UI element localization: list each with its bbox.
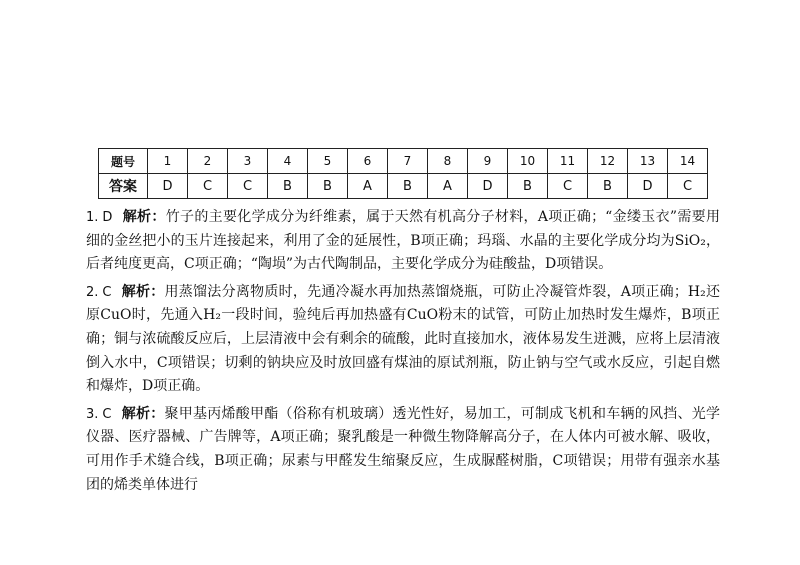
question-number-cell: 3 (228, 149, 268, 174)
answer-cell: C (228, 174, 268, 199)
analysis-label: 解析： (121, 405, 165, 422)
question-number-cell: 2 (188, 149, 228, 174)
question-number-cell: 7 (388, 149, 428, 174)
question-number-cell: 8 (428, 149, 468, 174)
question-number-cell: 6 (348, 149, 388, 174)
answer-table (98, 148, 708, 199)
analysis-label: 解析： (122, 209, 166, 225)
answer-cell: B (508, 174, 548, 199)
question-number-cell: 14 (668, 149, 708, 174)
answer-cell: C (668, 174, 708, 199)
answer-letter: C (102, 406, 112, 422)
answer-cell: B (268, 174, 308, 199)
answer-cell: C (548, 174, 588, 199)
question-number-cell: 10 (508, 149, 548, 174)
answer-letter: D (102, 210, 113, 225)
answer-cell: B (308, 174, 348, 199)
analysis-text: 用蒸馏法分离物质时，先通冷凝水再加热蒸馏烧瓶，可防止冷凝管炸裂，A项正确；H₂还原CuO时，先通入H₂一段时间，验纯后再加热盛有CuO粉末的试管，可防止加热时发生爆炸，B项正确；铜与浓硫酸反应后，上层清液中会有剩余的硫酸，此时直接加水，液体易发生迸溅，应将上层清液倒入水中，C项错误；切剩的钠块应及时放回盛有煤油的原试剂瓶，防止钠与空气或水反应，引起自燃和爆炸，D项正确。 (86, 283, 721, 395)
analysis-label: 解析： (121, 283, 165, 300)
answer-row (99, 174, 708, 199)
answer-cell: C (188, 174, 228, 199)
explanations (86, 206, 720, 501)
question-number-cell: 9 (468, 149, 508, 174)
question-number: 2. (86, 284, 99, 300)
explanation-3 (86, 403, 720, 497)
answer-letter: C (102, 284, 112, 300)
question-number: 3. (86, 406, 99, 422)
answer-cell: A (348, 174, 388, 199)
answer-cell: D (148, 174, 188, 199)
answer-header: 答案 (99, 174, 148, 199)
answer-cell: D (468, 174, 508, 199)
explanation-1 (86, 206, 720, 277)
analysis-text: 聚甲基丙烯酸甲酯（俗称有机玻璃）透光性好，易加工，可制成飞机和车辆的风挡、光学仪器、医疗器械、广告牌等，A项正确；聚乳酸是一种微生物降解高分子，在人体内可被水解、吸收，可用作手术缝合线，B项正确；尿素与甲醛发生缩聚反应，生成脲醛树脂，C项错误；用带有强亲水基团的烯类单体进行 (86, 405, 721, 493)
question-number-cell: 13 (628, 149, 668, 174)
question-number-cell: 11 (548, 149, 588, 174)
question-number-cell: 5 (308, 149, 348, 174)
question-number-header: 题号 (99, 149, 148, 174)
answer-cell: B (588, 174, 628, 199)
explanation-2 (86, 281, 720, 399)
question-number-row (99, 149, 708, 174)
answer-cell: A (428, 174, 468, 199)
question-number-cell: 4 (268, 149, 308, 174)
question-number-cell: 1 (148, 149, 188, 174)
answer-cell: B (388, 174, 428, 199)
question-number-cell: 12 (588, 149, 628, 174)
question-number: 1. (86, 210, 99, 225)
analysis-text: 竹子的主要化学成分为纤维素，属于天然有机高分子材料，A项正确；“金缕玉衣”需要用细的金丝把小的玉片连接起来，利用了金的延展性，B项正确；玛瑙、水晶的主要化学成分均为SiO₂，后者纯度更高，C项正确；“陶埙”为古代陶制品，主要化学成分为硅酸盐，D项错误。 (86, 209, 720, 273)
answer-cell: D (628, 174, 668, 199)
